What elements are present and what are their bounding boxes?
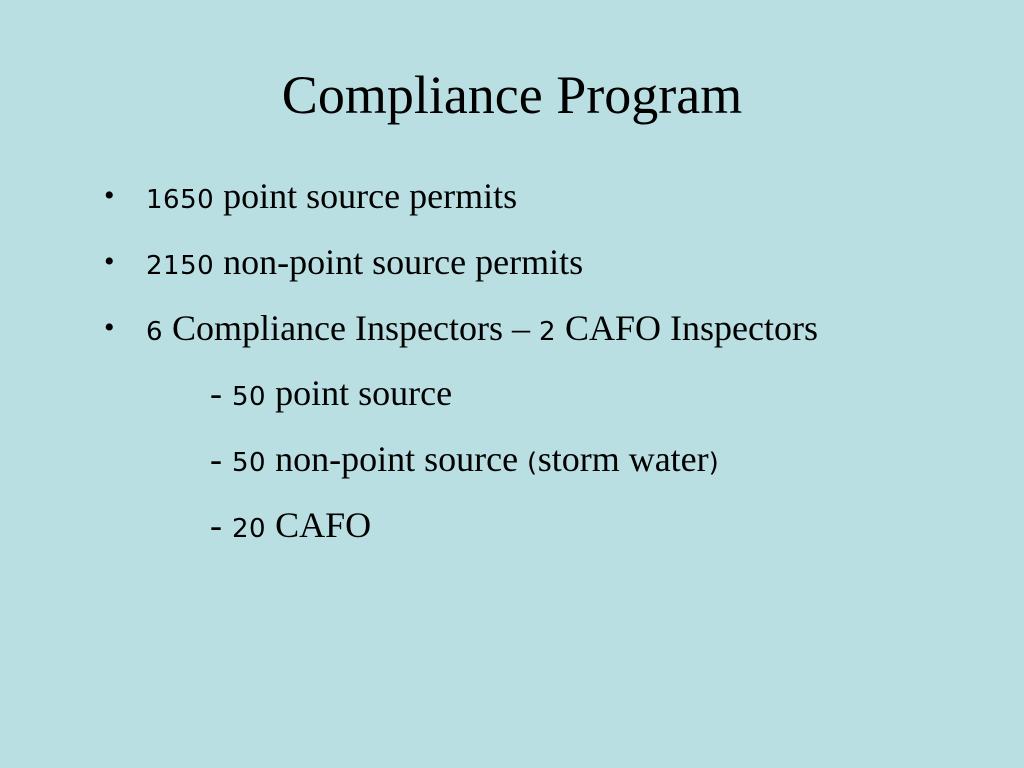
sub-item-text [232, 503, 371, 551]
bullet-label-secondary: CAFO Inspectors [556, 308, 818, 348]
slide-title: Compliance Program [281, 65, 743, 125]
bullet-icon: • [104, 245, 115, 278]
dash-marker: - [210, 439, 222, 479]
paren-text: storm water [537, 439, 709, 479]
sub-item-number: 20 [232, 514, 267, 544]
paren-open: ( [527, 448, 538, 478]
bullet-number: 6 [146, 317, 164, 347]
bullet-number: 2150 [146, 251, 215, 281]
bullet-number: 1650 [146, 185, 215, 215]
sub-item-number: 50 [232, 448, 267, 478]
sub-item-label: non-point source [266, 439, 528, 479]
bullet-text [146, 240, 583, 288]
bullet-number-secondary: 2 [538, 317, 557, 347]
dash-marker: - [210, 505, 222, 545]
bullet-icon: • [104, 311, 115, 344]
bullet-label: non-point source permits [214, 242, 584, 282]
bullet-icon: • [104, 179, 115, 212]
sub-item-number: 50 [232, 382, 267, 412]
sub-item-label: point source [266, 373, 453, 413]
sub-item-text [232, 371, 452, 419]
bullet-label: Compliance Inspectors – [163, 308, 539, 348]
paren-close: ) [708, 448, 720, 478]
bullet-label: point source permits [214, 176, 518, 216]
bullet-text [146, 174, 517, 222]
bullet-text [146, 306, 818, 354]
sub-item-label: CAFO [266, 505, 372, 545]
dash-marker: - [210, 373, 222, 413]
sub-item-text [232, 437, 719, 485]
